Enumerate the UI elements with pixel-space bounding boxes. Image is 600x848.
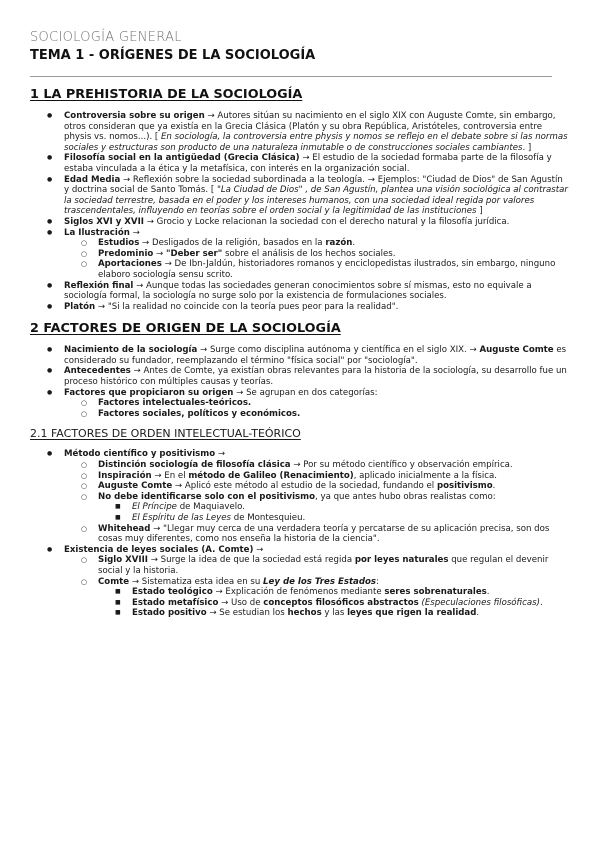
sub-list-item: ○ Auguste Comte → Aplicó este método al estudio de la sociedad, fundando el positivismo. xyxy=(64,481,570,492)
list-item: ● Filosofía social en la antigüedad (Grecia Clásica) → El estudio de la sociedad formaba parte de la filosofía y estaba vinculada a la ética y la metafísica, con interés en la organización social. xyxy=(30,153,570,174)
sub-sub-list-item: ■ El Príncipe de Maquiavelo. xyxy=(98,502,570,513)
sub-list-item: ○ Siglo XVIII → Surge la idea de que la sociedad está regida por leyes naturales que regulan el devenir social y la historia. xyxy=(64,555,570,576)
list-item: ● Reflexión final → Aunque todas las sociedades generan conocimientos sobre sí mismas, esto no equivale a sociología formal, la sociología no surge solo por la existencia de formulaciones sociales. xyxy=(30,281,570,302)
sub-list-item: ○ Comte → Sistematiza esta idea en su Ley de los Tres Estados: ■ Estado teológico → Explicación de fenómenos mediante seres sobrenaturales. ■ Estado metafísico → Uso de conceptos filosóficos abstractos (Especulaciones filosóficas). ■ Estado positivo → Se estudian los hechos y las leyes que rigen la realidad. xyxy=(64,577,570,619)
section-1-list xyxy=(30,111,570,312)
sub-list-item: ○ Inspiración → En el método de Galileo (Renacimiento), aplicado inicialmente a la física. xyxy=(64,471,570,482)
sub-sub-list-item: ■ El Espíritu de las Leyes de Montesquieu. xyxy=(98,513,570,524)
sub-list xyxy=(64,238,570,280)
list-item: ● Nacimiento de la sociología → Surge como disciplina autónoma y científica en el siglo XIX. → Auguste Comte es considerado su fundador, reemplazando el término "física social" por "sociología". xyxy=(30,345,570,366)
sub-sub-list xyxy=(98,502,570,523)
page-title: TEMA 1 - ORÍGENES DE LA SOCIOLOGÍA xyxy=(30,48,316,63)
section-2-heading: 2 FACTORES DE ORIGEN DE LA SOCIOLOGÍA xyxy=(30,321,341,337)
sub-list xyxy=(64,555,570,619)
sub-list-item: ○ Factores sociales, políticos y económicos. xyxy=(64,409,570,420)
list-item: ● La Ilustración → ○ Estudios → Desligados de la religión, basados en la razón. ○ Predominio → "Deber ser" sobre el análisis de los hechos sociales. ○ Aportaciones → De Ibn-Jaldún, historiadores romanos y enciclopedistas ilustrados, sin embargo, ninguno elaboro sociología sensu scrito. xyxy=(30,228,570,281)
list-item: ● Método científico y positivismo → ○ Distinción sociología de filosofía clásica → Por su método científico y observación empírica. ○ Inspiración → En el método de Galileo (Renacimiento), aplicado inicialmente a la física. ○ Auguste Comte → Aplicó este método al estudio de la sociedad, fundando el positivismo. ○ No debe identificarse solo con el positivismo, ya que antes hubo obras realistas como: ■ El Príncipe de Maquiavelo. ■ El Espíritu de las Leyes de Montesquieu. ○ Whitehead → "Llegar muy cerca de una verdadera teoría y percatarse de su aplicación precisa, son dos cosas muy diferentes, como nos enseña la historia de la ciencia". xyxy=(30,449,570,544)
sub-list-item: ○ No debe identificarse solo con el positivismo, ya que antes hubo obras realistas como: ■ El Príncipe de Maquiavelo. ■ El Espíritu de las Leyes de Montesquieu. xyxy=(64,492,570,524)
sub-sub-list-item: ■ Estado metafísico → Uso de conceptos filosóficos abstractos (Especulaciones filosóficas). xyxy=(98,598,570,609)
sub-list xyxy=(64,398,570,419)
section-2-list xyxy=(30,345,570,419)
sub-list-item: ○ Whitehead → "Llegar muy cerca de una verdadera teoría y percatarse de su aplicación precisa, son dos cosas muy diferentes, como nos enseña la historia de la ciencia". xyxy=(64,524,570,545)
header-divider xyxy=(30,76,552,77)
list-item: ● Existencia de leyes sociales (A. Comte) → ○ Siglo XVIII → Surge la idea de que la sociedad está regida por leyes naturales que regulan el devenir social y la historia. ○ Comte → Sistematiza esta idea en su Ley de los Tres Estados: ■ Estado teológico → Explicación de fenómenos mediante seres sobrenaturales. ■ Estado metafísico → Uso de conceptos filosóficos abstractos (Especulaciones filosóficas). ■ Estado positivo → Se estudian los hechos y las leyes que rigen la realidad. xyxy=(30,545,570,619)
sub-list-item: ○ Predominio → "Deber ser" sobre el análisis de los hechos sociales. xyxy=(64,249,570,260)
sub-sub-list-item: ■ Estado positivo → Se estudian los hechos y las leyes que rigen la realidad. xyxy=(98,608,570,619)
sub-list-item: ○ Estudios → Desligados de la religión, basados en la razón. xyxy=(64,238,570,249)
sub-sub-list xyxy=(98,587,570,619)
sub-list xyxy=(64,460,570,545)
section-2-1-list xyxy=(30,449,570,619)
list-item: ● Factores que propiciaron su origen → Se agrupan en dos categorías: ○ Factores intelectuales-teóricos. ○ Factores sociales, políticos y económicos. xyxy=(30,388,570,420)
document-page xyxy=(30,30,570,619)
list-item: ● Siglos XVI y XVII → Grocio y Locke relacionan la sociedad con el derecho natural y la filosofía jurídica. xyxy=(30,217,570,228)
list-item: ● Controversia sobre su origen → Autores sitúan su nacimiento en el siglo XIX con Auguste Comte, sin embargo, otros consideran que ya existía en la Grecia Clásica (Platón y su obra República, Aristóteles, controversia entre physis vs. nomos...). [ En sociología, la controversia entre physis y nomos se reflejo en el debate sobre si las normas sociales y estructuras son producto de una naturaleza inmutable o de construcciones sociales cambiantes. ] xyxy=(30,111,570,153)
section-1-heading: 1 LA PREHISTORIA DE LA SOCIOLOGÍA xyxy=(30,87,303,102)
sub-list-item: ○ Distinción sociología de filosofía clásica → Por su método científico y observación empírica. xyxy=(64,460,570,471)
list-item: ● Platón → "Si la realidad no coincide con la teoría pues peor para la realidad". xyxy=(30,302,570,313)
sub-list-item: ○ Aportaciones → De Ibn-Jaldún, historiadores romanos y enciclopedistas ilustrados, sin embargo, ninguno elaboro sociología sensu scrito. xyxy=(64,259,570,280)
list-item: ● Edad Media → Reflexión sobre la sociedad subordinada a la teología. → Ejemplos: "Ciudad de Dios" de San Agustín y doctrina social de Santo Tomás. [ "La Ciudad de Dios" , de San Agustín, plantea una visión sociológica al contrastar la sociedad terrestre, basada en el poder y los intereses humanos, con una sociedad ideal regida por valores trascendentales, influyendo en teorías sobre el orden social y la legitimidad de las instituciones ] xyxy=(30,175,570,217)
sub-list-item: ○ Factores intelectuales-teóricos. xyxy=(64,398,570,409)
subject-title: SOCIOLOGÍA GENERAL xyxy=(30,30,182,45)
sub-sub-list-item: ■ Estado teológico → Explicación de fenómenos mediante seres sobrenaturales. xyxy=(98,587,570,598)
list-item: ● Antecedentes → Antes de Comte, ya existían obras relevantes para la historia de la sociología, su desarrollo fue un proceso histórico con múltiples causas y teorías. xyxy=(30,366,570,387)
section-2-1-heading: 2.1 FACTORES DE ORDEN INTELECTUAL-TEÓRICO xyxy=(30,427,301,441)
